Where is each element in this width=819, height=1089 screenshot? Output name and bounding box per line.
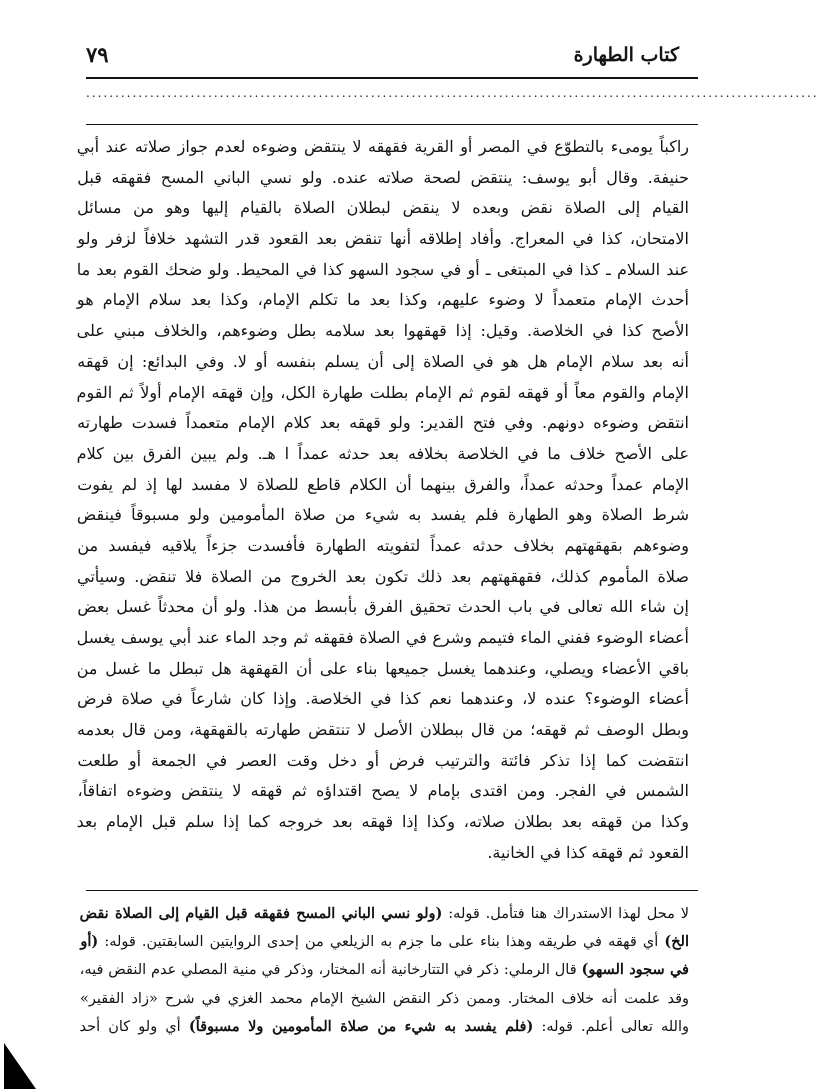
body-line: وكذا من قهقه بعد بطلان صلاته، وكذا إذا قهقه بعد خروجه كما إذا سلم قبل الإمام بعد: [76, 812, 689, 832]
body-line: وبطل الوصف ثم قهقه؛ من قال ببطلان الأصل لا تنتقض طهارته بالقهقهة، ومن قال بعدمه: [76, 720, 689, 740]
body-line: الإمام عمداً وحدثه عمداً، والفرق بينهما أن الكلام قاطع للصلاة لا مفسد لها إذ لم يفوت: [77, 474, 689, 494]
footnote-line: [78, 928, 689, 956]
body-line: الشمس في الفجر. ومن اقتدى بإمام لا يصح اقتداؤه ثم قهقه لا ينتقض وضوءه اتفاقاً،: [77, 781, 689, 801]
dotted-separator: ..............................................................................................................................: [86, 86, 819, 100]
footnote-segment: أي قهقه في طريقه وهذا بناء على ما جزم به الزيلعي من إحدى الروايتين السابقتين. قوله:: [98, 934, 665, 951]
page-header: [86, 40, 679, 74]
body-line: انتقضت كما إذا تذكر فائتة والترتيب فرض أو دخل وقت العصر في الجمعة أو طلعت: [77, 750, 689, 770]
body-line: الأصح كذا في الخلاصة. وقيل: إذا قهقهوا بعد سلامه بطل وضوءهم، والخلاف مبني على: [76, 321, 689, 341]
body-top-rule: [86, 124, 698, 125]
body-line: الإمام والقوم معاً أو قهقه لقوم ثم الإمام بطلت طهارة الكل، وإن قهقه الإمام أولاً ثم القوم: [76, 382, 689, 402]
body-line: على الأصح خلاف ما في الخلاصة بخلافه بعد حدثه عمداً ا هـ. ولم يبين الفرق بين كلام: [76, 443, 689, 463]
body-line: صلاة المأموم كذلك، فقهقهتهم بعد ذلك تكون بعد الخروج من الصلاة فلا تنقض. وسيأتي: [76, 566, 689, 586]
body-line: شرط الصلاة وهو الطهارة فلم يفسد به شيء من صلاة المأمومين ولو مسبوقاً فينقض: [76, 505, 689, 525]
quoted-phrase: في سجود السهو): [581, 961, 689, 979]
quoted-phrase: (أو: [80, 933, 99, 951]
body-line: أعضاء الوضوء ففني الماء فتيمم وشرع في الصلاة فقهقه ثم وجد الماء عند أبي يوسف يغسل: [76, 628, 689, 647]
body-line: عند السلام ـ كذا في المبتغى ـ أو في سجود السهو كذا في المحيط. ولو ضحك القوم بعد ما: [76, 259, 689, 279]
body-line: إن شاء الله تعالى في باب الحدث تحقيق الفرق بأبسط من هذا. ولو أن محدثاً غسل بعض: [77, 597, 689, 617]
footnote-line: [78, 985, 689, 1013]
body-line: أنه بعد سلام الإمام هل هو في الصلاة إلى أن يسلم بنفسه أو لا. وفي البدائع: إن قهقه: [77, 351, 689, 371]
body-line: الامتحان، كذا في المعراج. وأفاد إطلاقه أنها تنقض بعد القعود قدر التشهد خلافاً لزفر ولو: [77, 229, 689, 249]
body-line: راكباً يومىء بالتطوّع في المصر أو القرية فقهقه لا ينتقض وضوءه لعدم جواز صلاته عند أبي: [76, 137, 689, 156]
body-line: باقي الأعضاء ويصلي، وعندهما يغسل جميعها بناء على أن القهقهة هل تبطل ما غسل من: [76, 658, 689, 678]
running-title: كتاب الطهارة: [573, 44, 679, 66]
body-line: القعود ثم قهقه كذا في الخانية.: [487, 842, 689, 862]
footnote-line: [78, 956, 689, 984]
body-line: وضوءهم بقهقهتهم بخلاف حدثه عمداً لتفويته الطهارة فأفسدت جزءاً يلاقيه فيفسد من: [77, 535, 689, 555]
corner-triangle-icon: [2, 1043, 36, 1089]
footnote-segment: أي ولو كان أحد: [79, 1018, 189, 1035]
footnote-line: [78, 900, 689, 928]
footnote-segment: وقد علمت أنه خلاف المختار. وممن ذكر النقض الشيخ الإمام محمد الغزي في شرح «زاد الفقير»: [79, 990, 689, 1007]
body-line: أحدث الإمام متعمداً لا وضوء عليهم، وكذا بعد ما تكلم الإمام، وكذا بعد سلام الإمام هو: [76, 290, 689, 310]
header-rule: [86, 77, 698, 79]
footnote-segment: لا محل لهذا الاستدراك هنا فتأمل. قوله:: [442, 906, 689, 922]
footnote-segment: قال الرملي: ذكر في التتارخانية أنه المختار، وذكر في منية المصلي عدم النقض فيه،: [79, 962, 582, 979]
body-line: انتقض وضوءه دونهم. وفي فتح القدير: ولو قهقه بعد كلام الإمام متعمداً فسدت طهارته: [77, 413, 689, 433]
quoted-phrase: (ولو نسي الباني المسح فقهقه قبل القيام إلى الصلاة نقض: [79, 905, 443, 922]
body-line: أعضاء الوضوء؟ عنده لا، وعندهما نعم كذا في الخلاصة. وإذا كان شارعاً في صلاة فرض: [77, 689, 689, 709]
page-number: ٧٩: [86, 42, 109, 67]
footnote-segment: والله تعالى أعلم. قوله:: [533, 1018, 689, 1035]
quoted-phrase: (فلم يفسد به شيء من صلاة المأمومين ولا مسبوقاً): [188, 1017, 534, 1035]
quoted-phrase: الخ): [664, 933, 689, 951]
footnote-line: [78, 1013, 689, 1041]
body-line: حنيفة. وقال أبو يوسف: ينتقض لصحة صلاته عنده. ولو نسي الباني المسح فقهقه قبل: [77, 167, 689, 187]
main-text: [75, 132, 689, 869]
footnote-rule: [86, 890, 698, 891]
body-line: القيام إلى الصلاة نقض وبعده لا ينقض لبطلان الصلاة بالقيام إليها وهو من مسائل: [77, 198, 689, 218]
footnote-text: [78, 900, 689, 1041]
